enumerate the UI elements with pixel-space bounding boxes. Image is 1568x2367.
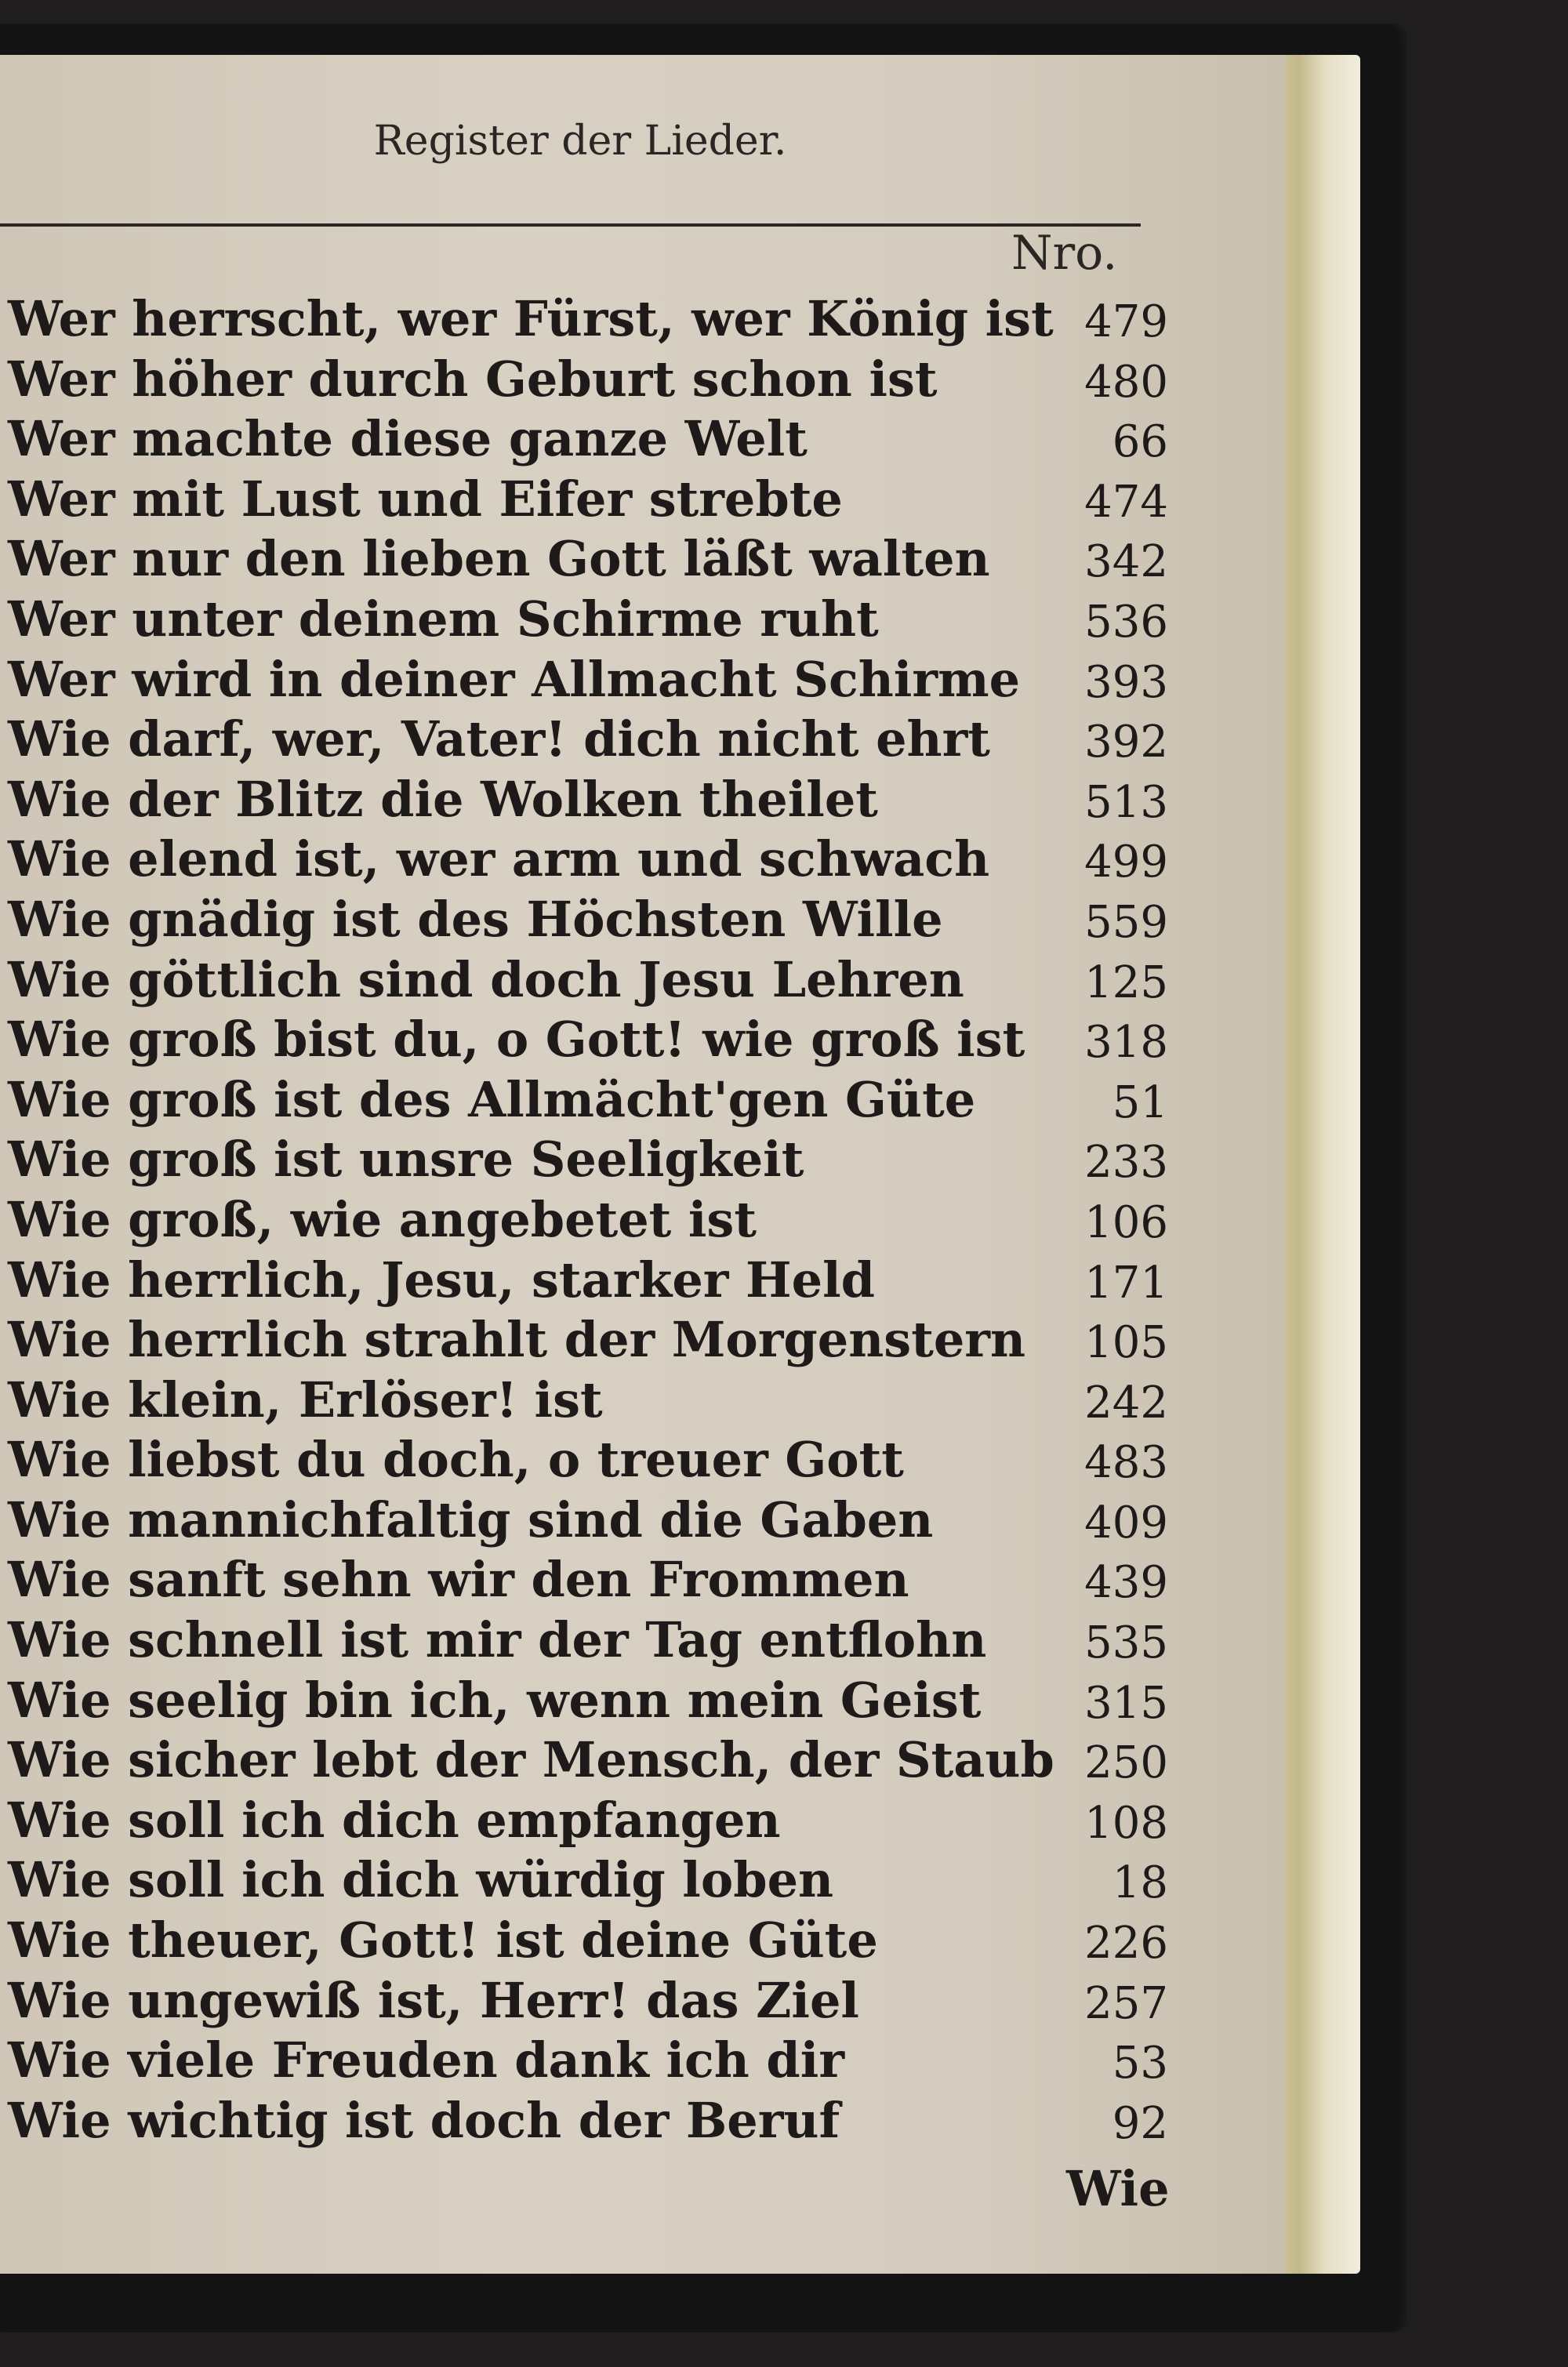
hymn-number: 18 <box>1112 1857 1168 1909</box>
hymn-title: Wie soll ich dich würdig loben <box>8 1851 834 1909</box>
index-entry <box>8 1131 1168 1191</box>
hymn-title: Wie darf, wer, Vater! dich nicht ehrt <box>8 710 990 768</box>
hymn-number: 315 <box>1084 1677 1168 1729</box>
hymn-title: Wie ungewiß ist, Herr! das Ziel <box>8 1971 859 2029</box>
hymn-title: Wie göttlich sind doch Jesu Lehren <box>8 950 964 1008</box>
hymn-title: Wie groß ist unsre Seeligkeit <box>8 1131 804 1189</box>
hymn-title: Wie groß bist du, o Gott! wie groß ist <box>8 1011 1025 1069</box>
index-entry <box>8 1792 1168 1852</box>
hymn-title: Wie herrlich strahlt der Morgenstern <box>8 1311 1026 1369</box>
catchword: Wie <box>1066 2160 1170 2217</box>
hymn-title: Wie herrlich, Jesu, starker Held <box>8 1251 875 1309</box>
hymn-number: 105 <box>1084 1317 1168 1369</box>
hymn-title: Wie sicher lebt der Mensch, der Staub <box>8 1731 1054 1789</box>
hymn-number: 125 <box>1084 957 1168 1008</box>
hymn-title: Wie schnell ist mir der Tag entflohn <box>8 1611 987 1669</box>
hymn-title: Wie theuer, Gott! ist deine Güte <box>8 1911 878 1969</box>
index-entry <box>8 1071 1168 1131</box>
index-entry <box>8 651 1168 711</box>
book-page <box>0 55 1286 2274</box>
hymn-title: Wer herrscht, wer Fürst, wer König ist <box>8 290 1054 347</box>
hymn-title: Wer wird in deiner Allmacht Schirme <box>8 650 1021 708</box>
hymn-number: 233 <box>1084 1137 1168 1189</box>
index-entry <box>8 1611 1168 1672</box>
hymn-number: 318 <box>1084 1017 1168 1069</box>
number-column-label: Nro. <box>1011 226 1118 281</box>
index-entry <box>8 1672 1168 1732</box>
index-entry <box>8 2092 1168 2152</box>
index-entry <box>8 1011 1168 1071</box>
hymn-number: 474 <box>1084 476 1168 528</box>
index-entry <box>8 1972 1168 2032</box>
hymn-title: Wie der Blitz die Wolken theilet <box>8 770 878 828</box>
hymn-number: 535 <box>1084 1617 1168 1669</box>
index-entry <box>8 1251 1168 1312</box>
index-entry <box>8 350 1168 411</box>
index-entry <box>8 1431 1168 1491</box>
index-entry <box>8 891 1168 951</box>
hymn-number: 480 <box>1084 356 1168 408</box>
hymn-title: Wie liebst du doch, o treuer Gott <box>8 1431 904 1489</box>
hymn-title: Wer mit Lust und Eifer strebte <box>8 470 843 528</box>
index-entry <box>8 1311 1168 1371</box>
hymn-number: 226 <box>1084 1918 1168 1969</box>
hymn-number: 439 <box>1084 1557 1168 1609</box>
hymn-number: 559 <box>1084 896 1168 948</box>
index-entry <box>8 530 1168 590</box>
hymn-number: 392 <box>1084 717 1168 768</box>
hymn-title: Wie mannichfaltig sind die Gaben <box>8 1490 934 1548</box>
hymn-number: 479 <box>1084 296 1168 347</box>
hymn-number: 499 <box>1084 837 1168 888</box>
index-entry <box>8 290 1168 350</box>
index-entry <box>8 710 1168 771</box>
hymn-number: 257 <box>1084 1977 1168 2029</box>
hymn-title: Wie groß, wie angebetet ist <box>8 1190 757 1248</box>
index-entry <box>8 951 1168 1011</box>
hymn-number: 53 <box>1112 2038 1168 2089</box>
hymn-number: 536 <box>1084 596 1168 648</box>
hymn-number: 513 <box>1084 776 1168 828</box>
index-entry <box>8 1491 1168 1552</box>
hymn-number: 108 <box>1084 1797 1168 1849</box>
hymn-number: 483 <box>1084 1437 1168 1489</box>
index-entry <box>8 410 1168 470</box>
index-entry <box>8 1731 1168 1792</box>
index-entry <box>8 470 1168 531</box>
index-entry <box>8 1851 1168 1911</box>
hymn-title: Wie seelig bin ich, wenn mein Geist <box>8 1671 982 1729</box>
header-rule <box>0 223 1141 227</box>
hymn-title: Wie elend ist, wer arm und schwach <box>8 830 990 888</box>
hymn-index-list <box>8 290 1168 2151</box>
hymn-number: 409 <box>1084 1497 1168 1548</box>
hymn-number: 66 <box>1112 416 1168 468</box>
hymn-title: Wer höher durch Geburt schon ist <box>8 350 938 408</box>
hymn-number: 51 <box>1112 1076 1168 1128</box>
hymn-number: 242 <box>1084 1377 1168 1429</box>
hymn-number: 393 <box>1084 656 1168 708</box>
index-entry <box>8 771 1168 831</box>
hymn-title: Wie sanft sehn wir den Frommen <box>8 1551 909 1609</box>
hymn-number: 250 <box>1084 1737 1168 1789</box>
hymn-title: Wie wichtig ist doch der Beruf <box>8 2091 840 2149</box>
hymn-number: 342 <box>1084 536 1168 588</box>
index-entry <box>8 590 1168 651</box>
hymn-title: Wie soll ich dich empfangen <box>8 1791 781 1849</box>
hymn-title: Wie viele Freuden dank ich dir <box>8 2031 844 2089</box>
hymn-title: Wer nur den lieben Gott läßt walten <box>8 530 990 588</box>
index-entry <box>8 1371 1168 1432</box>
index-entry <box>8 1911 1168 1972</box>
hymn-title: Wie gnädig ist des Höchsten Wille <box>8 890 943 948</box>
hymn-number: 171 <box>1084 1257 1168 1309</box>
hymn-title: Wie groß ist des Allmächt'gen Güte <box>8 1070 976 1128</box>
hymn-title: Wie klein, Erlöser! ist <box>8 1370 603 1429</box>
index-entry <box>8 830 1168 891</box>
index-entry <box>8 1551 1168 1611</box>
index-entry <box>8 2031 1168 2092</box>
hymn-title: Wer unter deinem Schirme ruht <box>8 590 879 648</box>
hymn-title: Wer machte diese ganze Welt <box>8 410 808 468</box>
hymn-number: 106 <box>1084 1196 1168 1248</box>
running-header: Register der Lieder. <box>373 118 787 165</box>
index-entry <box>8 1191 1168 1251</box>
hymn-number: 92 <box>1112 2097 1168 2149</box>
